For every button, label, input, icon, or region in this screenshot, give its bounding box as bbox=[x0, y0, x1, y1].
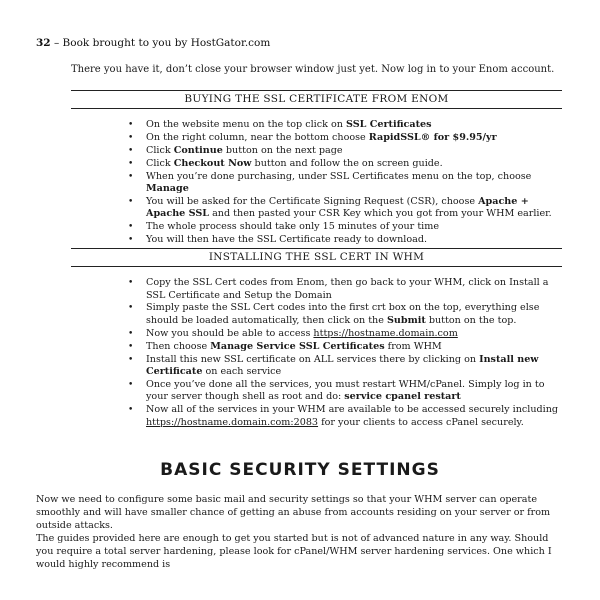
list-item: • You will then have the SSL Certificate ready to download. bbox=[128, 234, 428, 246]
bullet-icon: • bbox=[128, 341, 134, 352]
bullet-icon: • bbox=[128, 145, 134, 156]
list-item: • When you’re done purchasing, under SSL Certificates menu on the top, choose Manage bbox=[128, 170, 532, 195]
list-item: • Click Checkout Now button and follow the on screen guide. bbox=[128, 157, 443, 169]
list-item: • Then choose Manage Service SSL Certificates from WHM bbox=[128, 340, 442, 352]
bullet-icon: • bbox=[128, 235, 134, 246]
buying-ssl-steps-list bbox=[128, 119, 568, 247]
installing-ssl-steps-list bbox=[128, 277, 568, 430]
bullet-icon: • bbox=[128, 303, 134, 314]
chapter-heading: BASIC SECURITY SETTINGS bbox=[160, 460, 440, 480]
section-title-buying-ssl: BUYING THE SSL CERTIFICATE FROM ENOM bbox=[71, 90, 562, 109]
bullet-icon: • bbox=[128, 354, 134, 365]
bullet-icon: • bbox=[128, 158, 134, 169]
bullet-icon: • bbox=[128, 120, 134, 130]
list-item: • Simply paste the SSL Cert codes into the first crt box on the top, everything else should be loaded automatically, then click on the Submit button on the top. bbox=[128, 302, 540, 326]
body-paragraph: Now we need to configure some basic mail and security settings so that your WHM server can operate smoothly and will have smaller chance of getting an abuse from accounts residing on your server or from outside attacks. bbox=[36, 494, 551, 531]
list-item: • On the website menu on the top click on SSL Certificates bbox=[128, 119, 432, 130]
section-title-installing-ssl: INSTALLING THE SSL CERT IN WHM bbox=[71, 248, 562, 267]
list-item: • You will be asked for the Certificate Signing Request (CSR), choose Apache + Apache SSL and then pasted your CSR Key which you got from your WHM earlier. bbox=[128, 195, 552, 220]
list-item: • The whole process should take only 15 minutes of your time bbox=[128, 221, 440, 233]
list-item: • Once you’ve done all the services, you must restart WHM/cPanel. Simply log in to your server though shell as root and do: service cpanel restart bbox=[128, 378, 545, 403]
bullet-icon: • bbox=[128, 222, 134, 233]
bullet-icon: • bbox=[128, 171, 134, 182]
bullet-icon: • bbox=[128, 278, 134, 288]
page-header bbox=[36, 37, 270, 49]
bullet-icon: • bbox=[128, 196, 134, 207]
bullet-icon: • bbox=[128, 328, 134, 339]
cpanel-link[interactable]: https://hostname.domain.com:2083 bbox=[146, 416, 319, 428]
list-item: • Now you should be able to access https://hostname.domain.com bbox=[128, 327, 458, 339]
hostname-link[interactable]: https://hostname.domain.com bbox=[313, 327, 458, 339]
bullet-icon: • bbox=[128, 132, 134, 143]
header-text: – Book brought to you by HostGator.com bbox=[50, 37, 271, 49]
list-item: • Click Continue button on the next page bbox=[128, 144, 343, 156]
list-item: • On the right column, near the bottom choose RapidSSL® for $9.95/yr bbox=[128, 131, 497, 143]
page-number: 32 bbox=[36, 37, 51, 49]
bullet-icon: • bbox=[128, 379, 134, 390]
bullet-icon: • bbox=[128, 405, 134, 416]
intro-paragraph: There you have it, don’t close your browser window just yet. Now log in to your Enom account. bbox=[71, 64, 555, 75]
list-item: • Install this new SSL certificate on ALL services there by clicking on Install new Certificate on each service bbox=[128, 353, 539, 378]
body-paragraph: The guides provided here are enough to get you started but is not of advanced nature in any way. Should you require a total server hardening, please look for cPanel/WHM server hardening services. One which I would highly recommend is bbox=[36, 533, 552, 570]
list-item: • Now all of the services in your WHM are available to be accessed securely including https://hostname.domain.com:2083 for your clients to access cPanel securely. bbox=[128, 404, 559, 428]
list-item: • Copy the SSL Cert codes from Enom, then go back to your WHM, click on Install a SSL Certificate and Setup the Domain bbox=[128, 277, 549, 301]
